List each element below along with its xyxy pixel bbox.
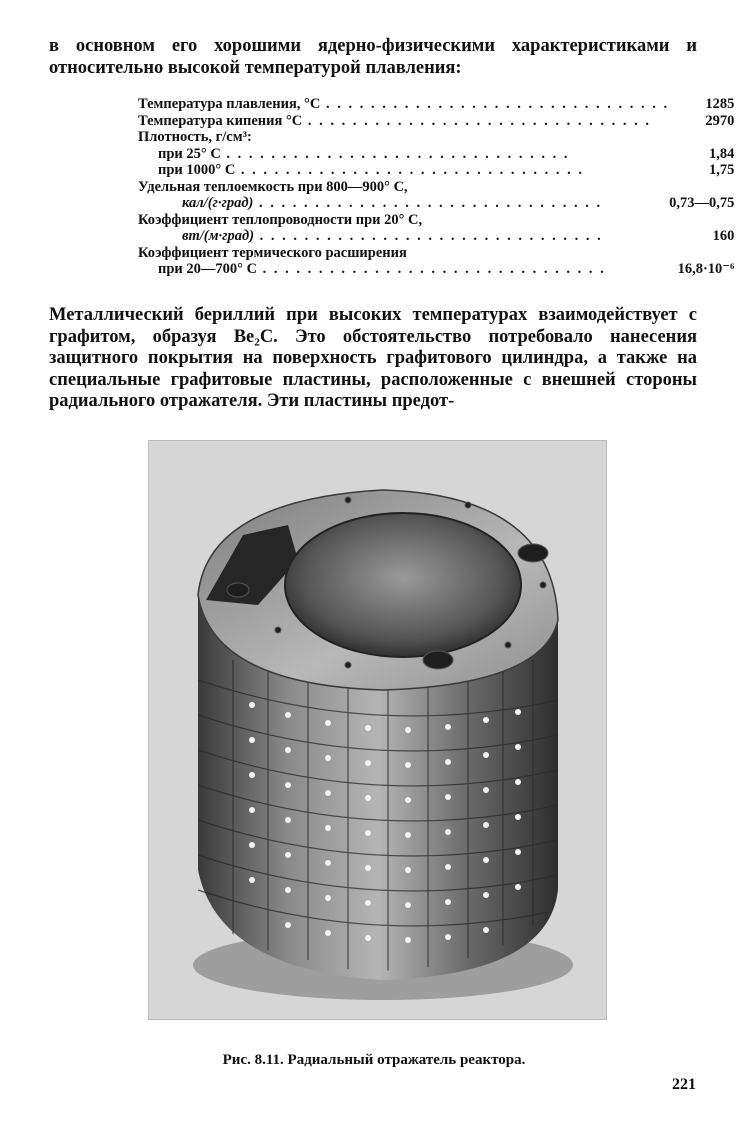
property-row [138,146,734,163]
property-label: Температура плавления, °С . . . [138,96,669,113]
property-row [138,245,734,262]
property-row [138,162,734,179]
property-row [138,113,734,130]
property-row [138,228,734,245]
property-label: Коэффициент термического расширения [138,244,407,261]
property-value [669,179,734,196]
property-row [138,129,734,146]
property-label: Удельная теплоемкость при 800—900° С, [138,178,408,195]
property-value: 1,84 [708,145,735,162]
reflector-photo [148,440,607,1020]
intro-paragraph: в основном его хорошими ядерно-физическими характеристиками и относительно высокой температурой плавления: [49,36,697,78]
property-value [669,245,734,262]
properties-table [138,96,734,278]
property-row [138,212,734,229]
property-row [138,261,734,278]
property-value: 0,73—0,75 [669,195,735,211]
figure-caption: Рис. 8.11. Радиальный отражатель реактора. [222,1052,526,1068]
property-label: кал/(г·град) . . . [138,195,669,212]
property-row [138,96,734,113]
body-paragraph: Металлический бериллий при высоких температурах взаимодействует с графитом, образуя Be₂C. Это обстоятельство потребовало нанесения защитного покрытия на поверхность графитового цилиндра, а также на специальные графитовые пластины, расположенные с внешней стороны радиального отражателя. Эти пластины предот- [49,305,697,411]
property-label: при 1000° С . . . [138,162,669,179]
property-value: 160 [712,228,735,244]
property-value: 16,8·10⁻⁶ [677,261,735,277]
property-value: 2970 [705,112,735,129]
property-value: 1285 [705,96,735,112]
property-row [138,179,734,196]
property-label: Коэффициент теплопроводности при 20° С, [138,211,423,228]
property-value [669,212,734,229]
property-label: при 25° С . . . [138,146,669,163]
property-label: при 20—700° С . . . [138,261,669,278]
property-value [669,129,734,146]
property-label: вт/(м·град) . . . [138,228,669,245]
property-row [138,195,734,212]
page-number: 221 [672,1076,696,1093]
property-label: Температура кипения °С . . . [138,113,669,130]
property-value: 1,75 [708,162,735,178]
property-label: Плотность, г/см³: [138,129,252,145]
